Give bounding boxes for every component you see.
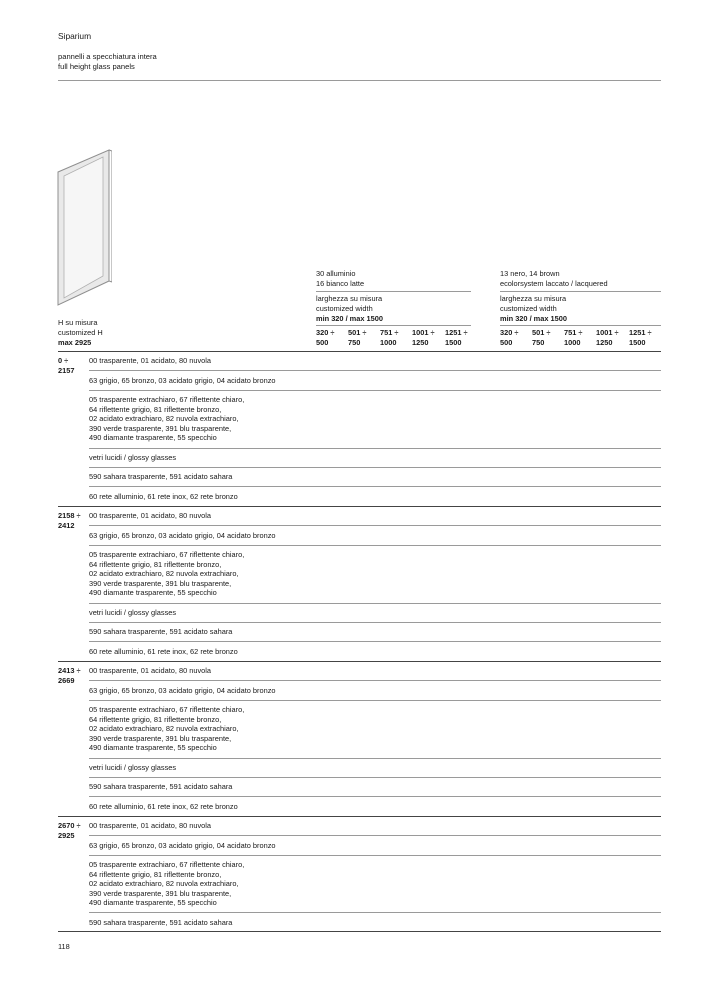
row-divider [89,758,661,759]
glass-row: 60 rete alluminio, 61 rete inox, 62 rete bronzo [89,802,238,811]
glass-row: 63 grigio, 65 bronzo, 03 acidato grigio, 04 acidato bronzo [89,686,276,695]
glass-row: 590 sahara trasparente, 591 acidato sahara [89,472,233,481]
brand-title: Siparium [58,31,92,41]
subtitle-en: full height glass panels [58,62,135,71]
group2-range-2: 501 ÷ 750 [532,328,551,347]
glass-row: 00 trasparente, 01 acidato, 80 nuvola [89,511,212,520]
group1-range-2: 501 ÷ 750 [348,328,367,347]
glass-row: 590 sahara trasparente, 591 acidato sahara [89,782,233,791]
group1-width-it: larghezza su misura [316,294,383,303]
header-divider [58,80,661,81]
height-range-3: 2413 ÷ 2669 [58,666,81,685]
row-divider [89,486,661,487]
row-divider [89,680,661,681]
glass-row: 05 trasparente extrachiaro, 67 riflettente chiaro, 64 riflettente grigio, 81 riflettente bronzo, 02 acidato extrachiaro, 82 nuvola extrachiaro, 390 verde trasparente, 391 blu trasparente, 490 diamante trasparente, 55 specchio [89,395,245,443]
height-spec-it: H su misura [58,318,98,327]
glass-row: 00 trasparente, 01 acidato, 80 nuvola [89,821,212,830]
group1-divider [316,291,471,292]
group2-divider [500,291,661,292]
group1-divider-2 [316,325,471,326]
glass-row: vetri lucidi / glossy glasses [89,608,177,617]
group2-finish-2: ecolorsystem laccato / lacquered [500,279,608,288]
group1-width-range: min 320 / max 1500 [316,314,383,323]
glass-row: 590 sahara trasparente, 591 acidato sahara [89,918,233,927]
glass-row: 590 sahara trasparente, 591 acidato sahara [89,627,233,636]
height-range-1: 0 ÷ 2157 [58,356,75,375]
row-divider [89,370,661,371]
row-divider [89,700,661,701]
block-divider [58,661,661,662]
height-range-2: 2158 ÷ 2412 [58,511,81,530]
row-divider [89,545,661,546]
block-divider [58,816,661,817]
subtitle-it: pannelli a specchiatura intera [58,52,157,61]
height-spec-en: customized H [58,328,103,337]
group1-range-3: 751 ÷ 1000 [380,328,399,347]
table-header-divider [58,351,661,352]
glass-row: 00 trasparente, 01 acidato, 80 nuvola [89,666,212,675]
glass-row: 60 rete alluminio, 61 rete inox, 62 rete bronzo [89,492,238,501]
group1-range-1: 320 ÷ 500 [316,328,335,347]
height-spec-max: max 2925 [58,338,92,347]
group2-finish-1: 13 nero, 14 brown [500,269,560,278]
glass-row: 05 trasparente extrachiaro, 67 riflettente chiaro, 64 riflettente grigio, 81 riflettente bronzo, 02 acidato extrachiaro, 82 nuvola extrachiaro, 390 verde trasparente, 391 blu trasparente, 490 diamante trasparente, 55 specchio [89,705,245,753]
row-divider [89,641,661,642]
group1-range-4: 1001 ÷ 1250 [412,328,435,347]
group2-range-4: 1001 ÷ 1250 [596,328,619,347]
row-divider [89,622,661,623]
row-divider [89,855,661,856]
group2-range-1: 320 ÷ 500 [500,328,519,347]
row-divider [89,777,661,778]
glass-row: 63 grigio, 65 bronzo, 03 acidato grigio, 04 acidato bronzo [89,841,276,850]
row-divider [89,603,661,604]
glass-row: vetri lucidi / glossy glasses [89,763,177,772]
group2-width-range: min 320 / max 1500 [500,314,567,323]
group1-width-en: customized width [316,304,373,313]
group2-width-it: larghezza su misura [500,294,567,303]
group1-range-5: 1251 ÷ 1500 [445,328,468,347]
group2-range-5: 1251 ÷ 1500 [629,328,652,347]
height-range-4: 2670 ÷ 2925 [58,821,81,840]
group2-range-3: 751 ÷ 1000 [564,328,583,347]
row-divider [89,525,661,526]
glass-row: 05 trasparente extrachiaro, 67 riflettente chiaro, 64 riflettente grigio, 81 riflettente bronzo, 02 acidato extrachiaro, 82 nuvola extrachiaro, 390 verde trasparente, 391 blu trasparente, 490 diamante trasparente, 55 specchio [89,860,245,908]
row-divider [89,912,661,913]
glass-row: 63 grigio, 65 bronzo, 03 acidato grigio, 04 acidato bronzo [89,376,276,385]
group2-divider-2 [500,325,661,326]
group1-finish-2: 16 bianco latte [316,279,365,288]
row-divider [89,467,661,468]
glass-row: 05 trasparente extrachiaro, 67 riflettente chiaro, 64 riflettente grigio, 81 riflettente bronzo, 02 acidato extrachiaro, 82 nuvola extrachiaro, 390 verde trasparente, 391 blu trasparente, 490 diamante trasparente, 55 specchio [89,550,245,598]
row-divider [89,796,661,797]
row-divider [89,448,661,449]
row-divider [89,835,661,836]
glass-row: vetri lucidi / glossy glasses [89,453,177,462]
row-divider [89,390,661,391]
glass-row: 63 grigio, 65 bronzo, 03 acidato grigio, 04 acidato bronzo [89,531,276,540]
glass-row: 00 trasparente, 01 acidato, 80 nuvola [89,356,212,365]
group1-finish-1: 30 alluminio [316,269,356,278]
glass-panel-illustration [56,148,112,308]
glass-row: 60 rete alluminio, 61 rete inox, 62 rete bronzo [89,647,238,656]
page-number: 118 [58,942,70,951]
group2-width-en: customized width [500,304,557,313]
table-bottom-divider [58,931,661,932]
block-divider [58,506,661,507]
